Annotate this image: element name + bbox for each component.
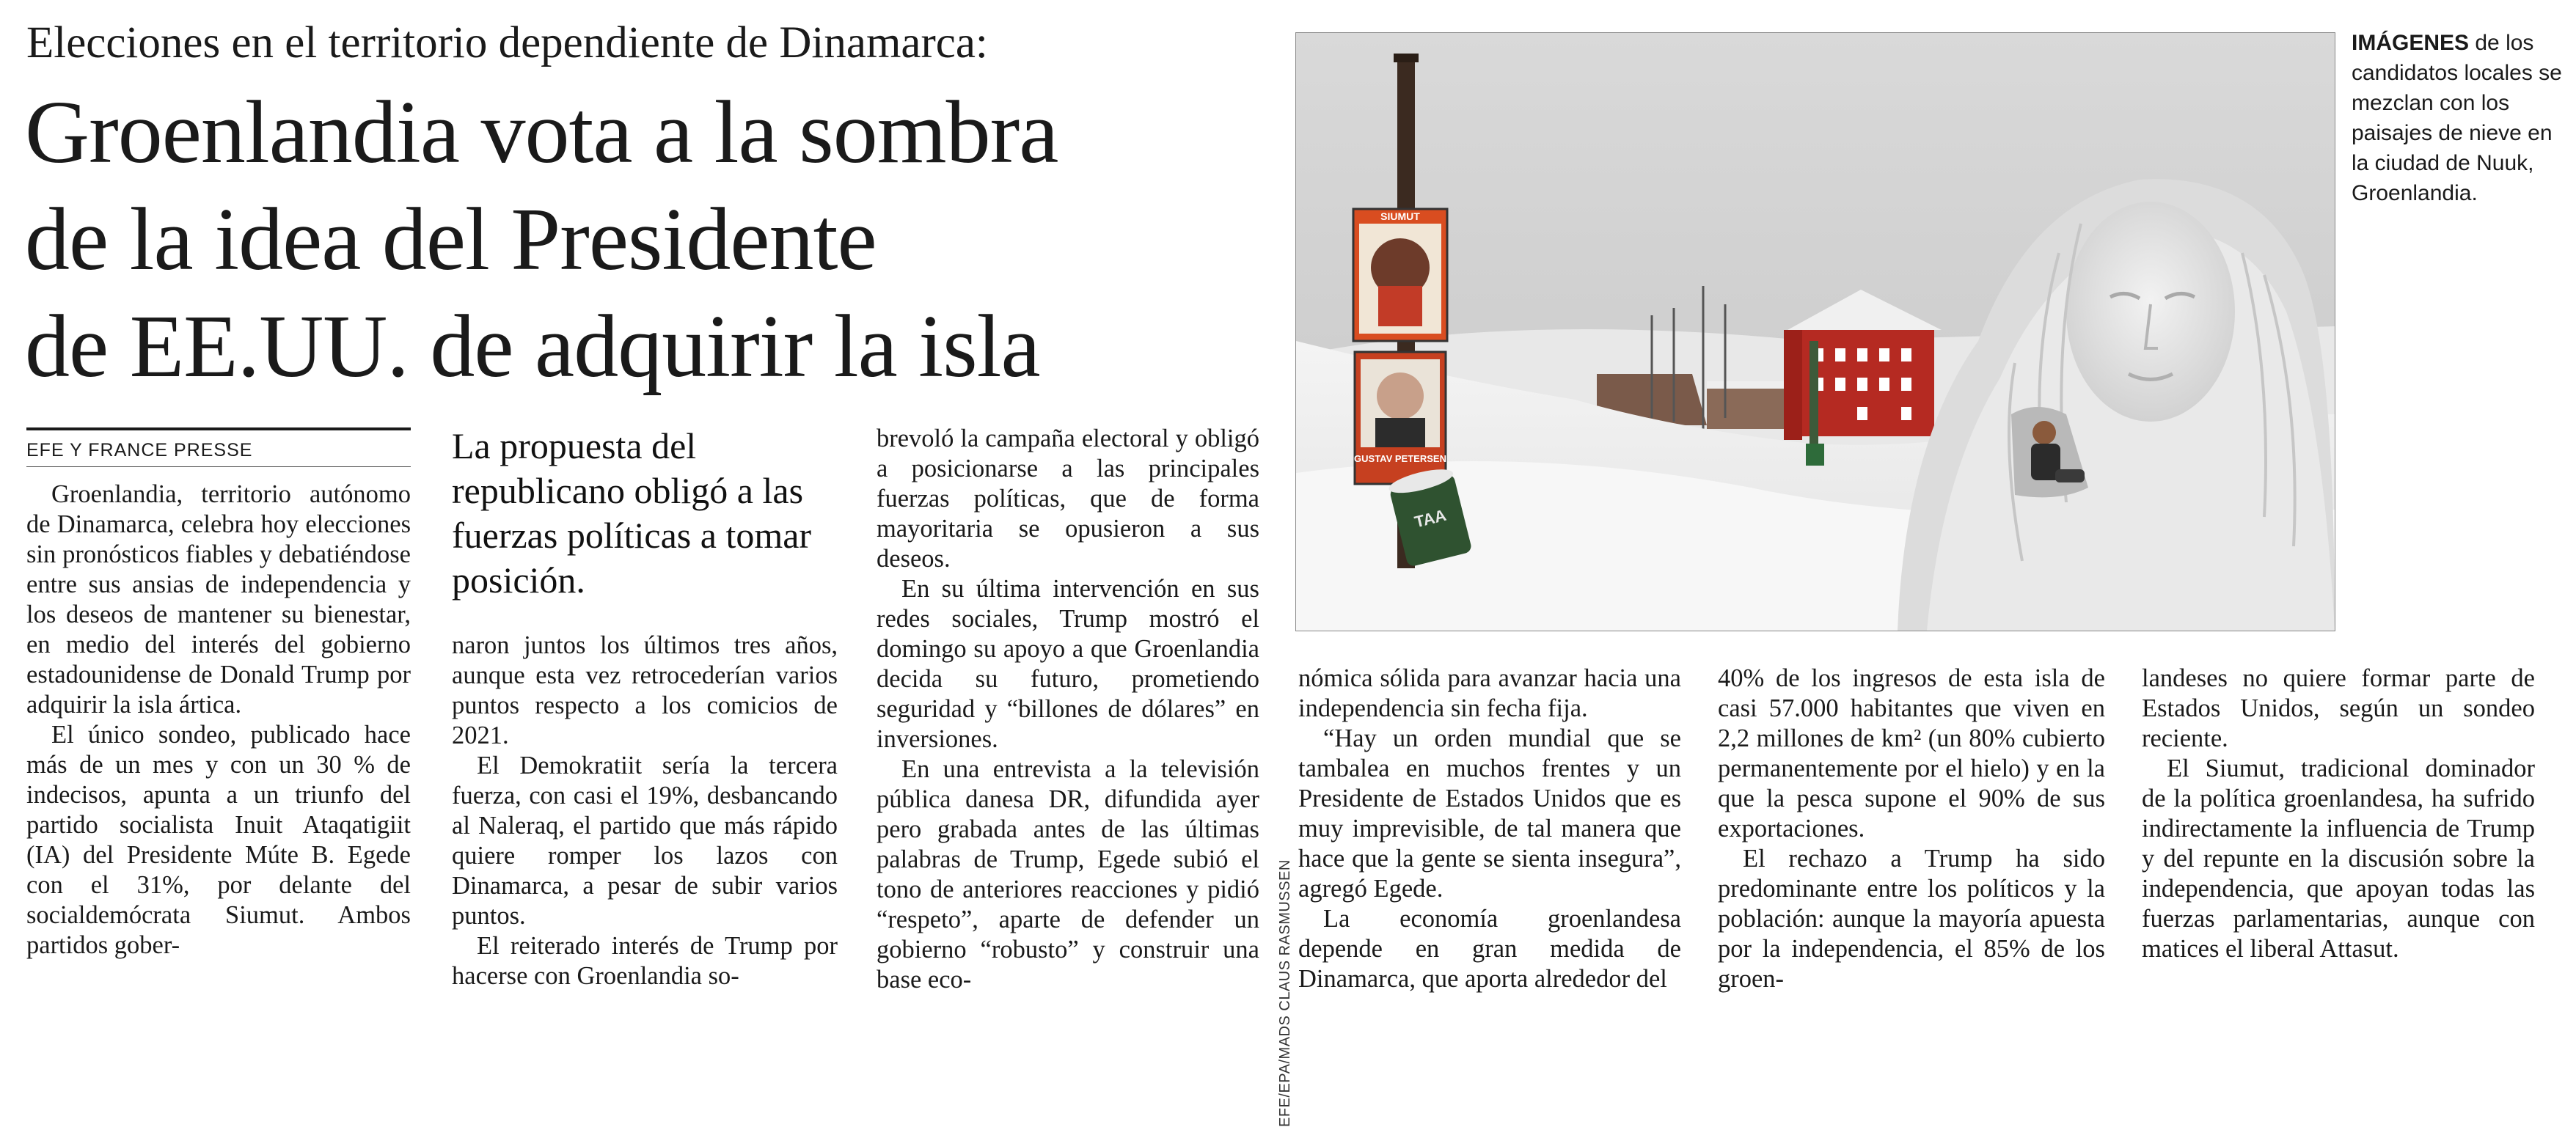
- paragraph: naron juntos los últimos tres años, aunque esta vez retrocederían varios puntos respecto a los comicios de 2021.: [452, 631, 838, 749]
- poster-party-label: SIUMUT: [1380, 210, 1420, 222]
- paragraph: “Hay un orden mundial que se tambalea en muchos frentes y un Presidente de Estados Unidos que es muy imprevisible, de tal manera que hace que la gente se sienta insegura”, agregó Egede.: [1298, 724, 1681, 903]
- caption-lead: IMÁGENES: [2352, 31, 2470, 55]
- paragraph: El rechazo a Trump ha sido predominante entre los políticos y la población: aunque la mayoría apuesta por la independencia, el 85% de los groen-: [1718, 845, 2105, 993]
- snow-scene-image: [1296, 33, 2335, 631]
- photo-credit: [1277, 631, 1303, 1127]
- paragraph: landeses no quiere formar parte de Estados Unidos, según un sondeo reciente.: [2142, 664, 2535, 752]
- article-column-3: [877, 424, 1259, 995]
- article-column-2: [452, 631, 838, 991]
- photo-credit-text: EFE/EPA/MADS CLAUS RASMUSSEN: [1277, 859, 1293, 1127]
- paragraph: Groenlandia, territorio autónomo de Dinamarca, celebra hoy elecciones sin pronósticos fiables y debatiéndose entre sus ansias de independencia y los deseos de mantener su bienestar, en medio del interés del gobierno estadounidense de Donald Trump por adquirir la isla ártica.: [26, 480, 411, 719]
- article-column-6: [2142, 664, 2535, 964]
- bin-label: TAA: [1412, 505, 1449, 532]
- headline-line: Groenlandia vota a la sombra: [25, 83, 1058, 182]
- poster-candidate-name: GUSTAV PETERSEN: [1354, 453, 1446, 464]
- byline-divider: [26, 466, 411, 467]
- photo-caption: [2352, 28, 2572, 208]
- article-column-4: [1298, 664, 1681, 994]
- paragraph: nómica sólida para avanzar hacia una independencia sin fecha fija.: [1298, 664, 1681, 722]
- paragraph: 40% de los ingresos de esta isla de casi 57.000 habitantes que viven en 2,2 millones de km² (un 80% cubierto permanentemente por el hielo) y en la que la pesca supone el 90% de sus exportaciones.: [1718, 664, 2105, 843]
- article-kicker: Elecciones en el territorio dependiente de Dinamarca:: [26, 18, 988, 67]
- paragraph: brevoló la campaña electoral y obligó a posicionarse a las principales fuerzas políticas, que de forma mayoritaria se opusieron a sus deseos.: [877, 425, 1259, 573]
- paragraph: La economía groenlandesa depende en gran medida de Dinamarca, que aporta alrededor del: [1298, 905, 1681, 993]
- caption-text: de los candidatos locales se mezclan con los paisajes de nieve en la ciudad de Nuuk, Groenlandia.: [2352, 31, 2562, 205]
- paragraph: El Demokratiit sería la tercera fuerza, con casi el 19%, desbancando al Naleraq, el partido que más rápido quiere romper los lazos con Dinamarca, a pesar de subir varios puntos.: [452, 752, 838, 930]
- paragraph: En una entrevista a la televisión pública danesa DR, difundida ayer pero grabada antes de las últimas palabras de Trump, Egede subió el tono de anteriores reacciones y pidió “respeto”, aparte de defender un gobierno “robusto” y construir una base eco-: [877, 755, 1259, 994]
- headline-line: de EE.UU. de adquirir la isla: [25, 297, 1040, 396]
- news-photo: [1295, 32, 2335, 631]
- pull-quote: La propuesta del republicano obligó a las fuerzas políticas a tomar posición.: [452, 425, 812, 601]
- paragraph: En su última intervención en sus redes sociales, Trump mostró el domingo su apoyo a que Groenlandia decida su futuro, prometiendo seguridad y “billones de dólares” en inversiones.: [877, 575, 1259, 753]
- paragraph: El Siumut, tradicional dominador de la política groenlandesa, ha sufrido indirectamente la influencia de Trump y del repunte en la discusión sobre la independencia, que apoyan todas las fuerzas parlamentarias, aunque con matices el liberal Attasut.: [2142, 755, 2535, 963]
- article-column-1: [26, 480, 411, 961]
- paragraph: El único sondeo, publicado hace más de un mes y con un 30 % de indecisos, apunta a un triunfo del partido socialista Inuit Ataqatigiit (IA) del Presidente Múte B. Egede con el 31%, por delante del socialdemócrata Siumut. Ambos partidos gober-: [26, 721, 411, 959]
- article-column-5: [1718, 664, 2105, 994]
- paragraph: El reiterado interés de Trump por hacerse con Groenlandia so-: [452, 932, 838, 990]
- byline: EFE Y FRANCE PRESSE: [26, 440, 253, 460]
- headline-line: de la idea del Presidente: [25, 190, 877, 289]
- byline-rule: [26, 427, 411, 430]
- article-headline: [25, 79, 1272, 400]
